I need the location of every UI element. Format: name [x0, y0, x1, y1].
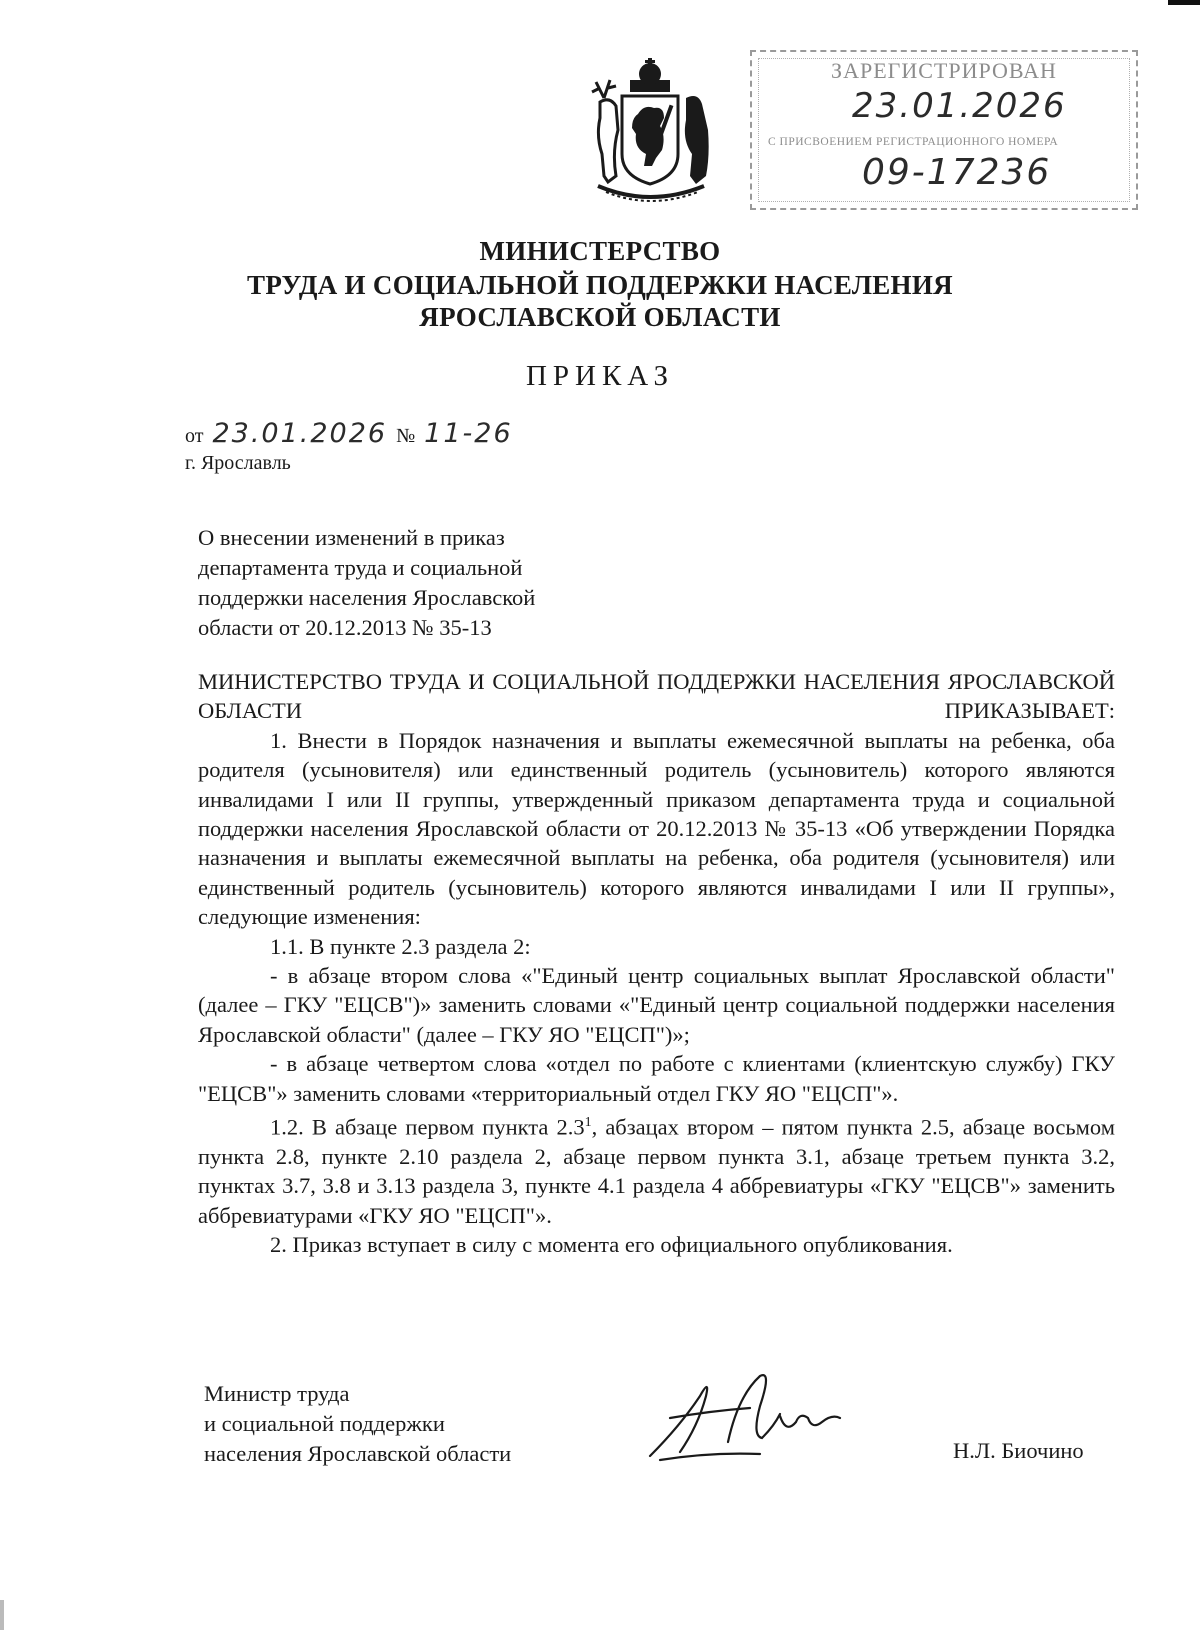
- order-date-number: [185, 418, 517, 449]
- stamp-subtitle: С ПРИСВОЕНИЕМ РЕГИСТРАЦИОННОГО НОМЕРА: [768, 136, 1059, 148]
- signatory-name: Н.Л. Биочино: [953, 1438, 1084, 1463]
- from-label: от: [185, 425, 204, 447]
- stamp-registration-date: 23.01.2026: [852, 86, 1067, 126]
- subject-line: поддержки населения Ярославской: [198, 585, 536, 610]
- subject-line: области от 20.12.2013 № 35-13: [198, 615, 492, 640]
- paragraph-1-1: 1.1. В пункте 2.3 раздела 2:: [270, 933, 531, 959]
- order-number: 11-26: [424, 418, 513, 449]
- paragraph-1-2: [198, 1108, 1115, 1230]
- paragraph-1-1-b: - в абзаце четвертом слова «отдел по работе с клиентами (клиентскую службу) ГКУ "ЕЦСВ"» заменить словами «территориальный отдел ГКУ ЯО "ЕЦСП"».: [198, 1051, 1115, 1106]
- paragraph-1-2-start: 1.2. В абзаце первом пункта 2.3: [270, 1114, 585, 1140]
- subject-line: департамента труда и социальной: [198, 555, 523, 580]
- ministry-title-line3: ЯРОСЛАВСКОЙ ОБЛАСТИ: [419, 302, 781, 332]
- registration-stamp: [750, 50, 1138, 210]
- number-label: №: [396, 425, 416, 447]
- ministry-title-line2: ТРУДА И СОЦИАЛЬНОЙ ПОДДЕРЖКИ НАСЕЛЕНИЯ: [247, 270, 953, 300]
- order-subject: [198, 523, 618, 643]
- signatory-title: [204, 1379, 604, 1469]
- coat-of-arms-emblem: [582, 58, 718, 208]
- handwritten-signature: [640, 1356, 890, 1476]
- signatory-title-line: и социальной поддержки: [204, 1411, 445, 1436]
- paragraph-1-2-rest: , абзацах втором – пятом пункта 2.5, абзаце восьмом пункта 2.8, пункте 2.10 раздела 2, абзаце первом пункта 3.1, абзаце третьем пункта 3.2, пунктах 3.7, 3.8 и 3.13 раздела 3, пункте 4.1 раздела 4 аббревиатуры «ГКУ "ЕЦСВ"» заменить аббревиатурами «ГКУ ЯО "ЕЦСП"».: [198, 1114, 1115, 1228]
- scan-edge-mark: [1168, 0, 1200, 5]
- signatory-title-line: Министр труда: [204, 1381, 350, 1406]
- order-body: [198, 667, 1115, 1260]
- order-date: 23.01.2026: [212, 418, 388, 449]
- city: г. Ярославль: [185, 452, 291, 474]
- document-type: ПРИКАЗ: [525, 360, 675, 392]
- subject-line: О внесении изменений в приказ: [198, 525, 505, 550]
- ministry-title-line1: МИНИСТЕРСТВО: [479, 236, 721, 266]
- stamp-registration-number: 09-17236: [862, 152, 1052, 193]
- stamp-title: ЗАРЕГИСТРИРОВАН: [831, 58, 1057, 83]
- paragraph-1: 1. Внести в Порядок назначения и выплаты ежемесячной выплаты на ребенка, оба родителя (усыновителя) или единственный родитель (усыновитель) которого являются инвалидами I или II группы, утвержденный приказом департамента труда и социальной поддержки населения Ярославской области от 20.12.2013 № 35-13 «Об утверждении Порядка назначения и выплаты ежемесячной выплаты на ребенка, оба родителя (усыновителя) или единственный родитель (усыновитель) которого являются инвалидами I или II группы», следующие изменения:: [198, 727, 1115, 930]
- superscript: 1: [584, 1115, 592, 1131]
- scan-edge-mark: [0, 1600, 4, 1630]
- paragraph-2: 2. Приказ вступает в силу с момента его официального опубликования.: [270, 1232, 953, 1258]
- signatory-title-line: населения Ярославской области: [204, 1441, 512, 1466]
- preamble: МИНИСТЕРСТВО ТРУДА И СОЦИАЛЬНОЙ ПОДДЕРЖКИ НАСЕЛЕНИЯ ЯРОСЛАВСКОЙ ОБЛАСТИ ПРИКАЗЫВАЕТ:: [198, 669, 1115, 724]
- paragraph-1-1-a: - в абзаце втором слова «"Единый центр социальных выплат Ярославской области" (далее – ГКУ "ЕЦСВ")» заменить словами «"Единый центр социальной поддержки населения Ярославской области" (далее – ГКУ ЯО "ЕЦСП")»;: [198, 963, 1115, 1047]
